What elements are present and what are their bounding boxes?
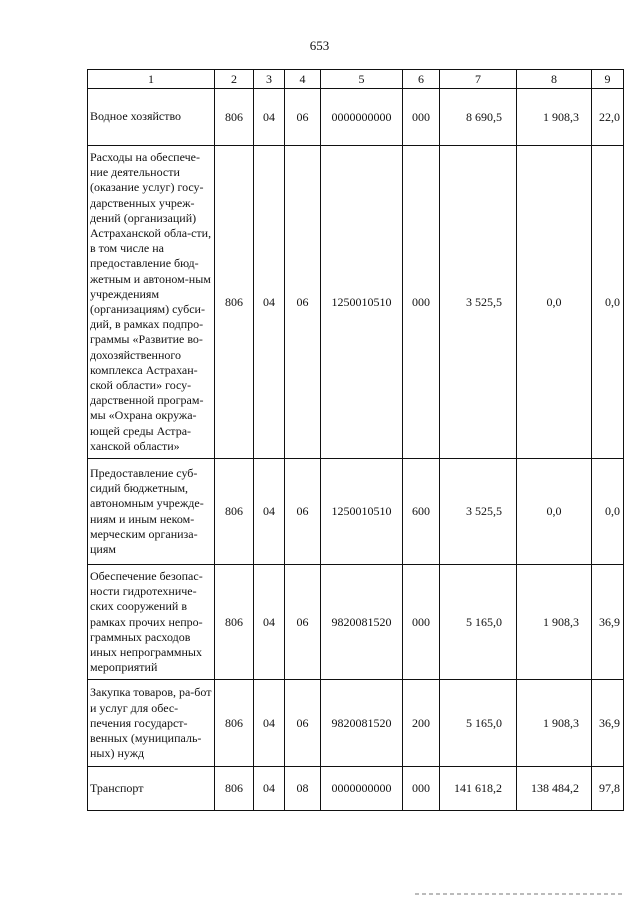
cell-target-article: 9820081520 <box>321 680 403 767</box>
cell-executed: 0,0 <box>517 459 592 565</box>
table-row <box>88 767 624 811</box>
cell-executed: 0,0 <box>517 146 592 459</box>
cell-section: 04 <box>254 459 285 565</box>
cell-ministry: 806 <box>215 680 254 767</box>
cell-subsection: 06 <box>285 565 321 680</box>
cell-percent: 22,0 <box>592 89 624 146</box>
cell-target-article: 0000000000 <box>321 89 403 146</box>
column-header: 5 <box>321 70 403 89</box>
cell-expense-type: 600 <box>403 459 440 565</box>
cell-executed: 1 908,3 <box>517 680 592 767</box>
cell-executed: 1 908,3 <box>517 565 592 680</box>
row-name: Расходы на обеспече-ние деятельности (оказание услуг) госу-дарственных учреж-дений (организаций) Астраханской обла-сти, в том числе на предоставление бюд-жетным и автоном-ным учреждениям (организациям) субси-дий, в рамках подпро-граммы «Развитие во-дохозяйственного комплекса Астрахан-ской области» госу-дарственной програм-мы «Охрана окружа-ющей среды Астра-ханской области» <box>88 146 215 459</box>
column-header: 2 <box>215 70 254 89</box>
cell-target-article: 1250010510 <box>321 146 403 459</box>
cell-ministry: 806 <box>215 146 254 459</box>
cell-section: 04 <box>254 565 285 680</box>
cell-planned: 5 165,0 <box>440 565 517 680</box>
column-header: 9 <box>592 70 624 89</box>
column-header: 4 <box>285 70 321 89</box>
column-header: 8 <box>517 70 592 89</box>
table-header-row <box>88 70 624 89</box>
cell-ministry: 806 <box>215 89 254 146</box>
cell-executed: 1 908,3 <box>517 89 592 146</box>
cell-percent: 0,0 <box>592 459 624 565</box>
table-row <box>88 89 624 146</box>
cell-expense-type: 200 <box>403 680 440 767</box>
cell-ministry: 806 <box>215 565 254 680</box>
cell-target-article: 1250010510 <box>321 459 403 565</box>
cell-section: 04 <box>254 767 285 811</box>
cell-percent: 97,8 <box>592 767 624 811</box>
cell-planned: 8 690,5 <box>440 89 517 146</box>
cell-percent: 36,9 <box>592 565 624 680</box>
cell-subsection: 06 <box>285 89 321 146</box>
cell-subsection: 08 <box>285 767 321 811</box>
cell-subsection: 06 <box>285 680 321 767</box>
row-name: Обеспечение безопас-ности гидротехниче-ских сооружений в рамках прочих непро-граммных расходов иных непрограммных мероприятий <box>88 565 215 680</box>
column-header: 6 <box>403 70 440 89</box>
cell-section: 04 <box>254 89 285 146</box>
cell-ministry: 806 <box>215 459 254 565</box>
row-name: Предоставление суб-сидий бюджетным, автономным учрежде-ниям и иным неком-мерческим организа-циям <box>88 459 215 565</box>
cell-expense-type: 000 <box>403 565 440 680</box>
column-header: 1 <box>88 70 215 89</box>
cell-subsection: 06 <box>285 146 321 459</box>
table-row <box>88 680 624 767</box>
cell-target-article: 0000000000 <box>321 767 403 811</box>
cell-expense-type: 000 <box>403 767 440 811</box>
cell-planned: 141 618,2 <box>440 767 517 811</box>
cell-subsection: 06 <box>285 459 321 565</box>
column-header: 7 <box>440 70 517 89</box>
cell-planned: 3 525,5 <box>440 459 517 565</box>
cell-percent: 0,0 <box>592 146 624 459</box>
row-name: Закупка товаров, ра-бот и услуг для обес-печения государст-венных (муниципаль-ных) нужд <box>88 680 215 767</box>
cell-expense-type: 000 <box>403 89 440 146</box>
table-row <box>88 459 624 565</box>
cell-percent: 36,9 <box>592 680 624 767</box>
cell-ministry: 806 <box>215 767 254 811</box>
row-name: Водное хозяйство <box>88 89 215 146</box>
scan-artifact-line <box>415 893 625 895</box>
page-number: 653 <box>309 38 330 53</box>
column-header: 3 <box>254 70 285 89</box>
table-row <box>88 146 624 459</box>
cell-section: 04 <box>254 680 285 767</box>
cell-planned: 5 165,0 <box>440 680 517 767</box>
cell-executed: 138 484,2 <box>517 767 592 811</box>
row-name: Транспорт <box>88 767 215 811</box>
cell-planned: 3 525,5 <box>440 146 517 459</box>
cell-target-article: 9820081520 <box>321 565 403 680</box>
cell-section: 04 <box>254 146 285 459</box>
cell-expense-type: 000 <box>403 146 440 459</box>
table-row <box>88 565 624 680</box>
budget-table <box>87 69 624 811</box>
